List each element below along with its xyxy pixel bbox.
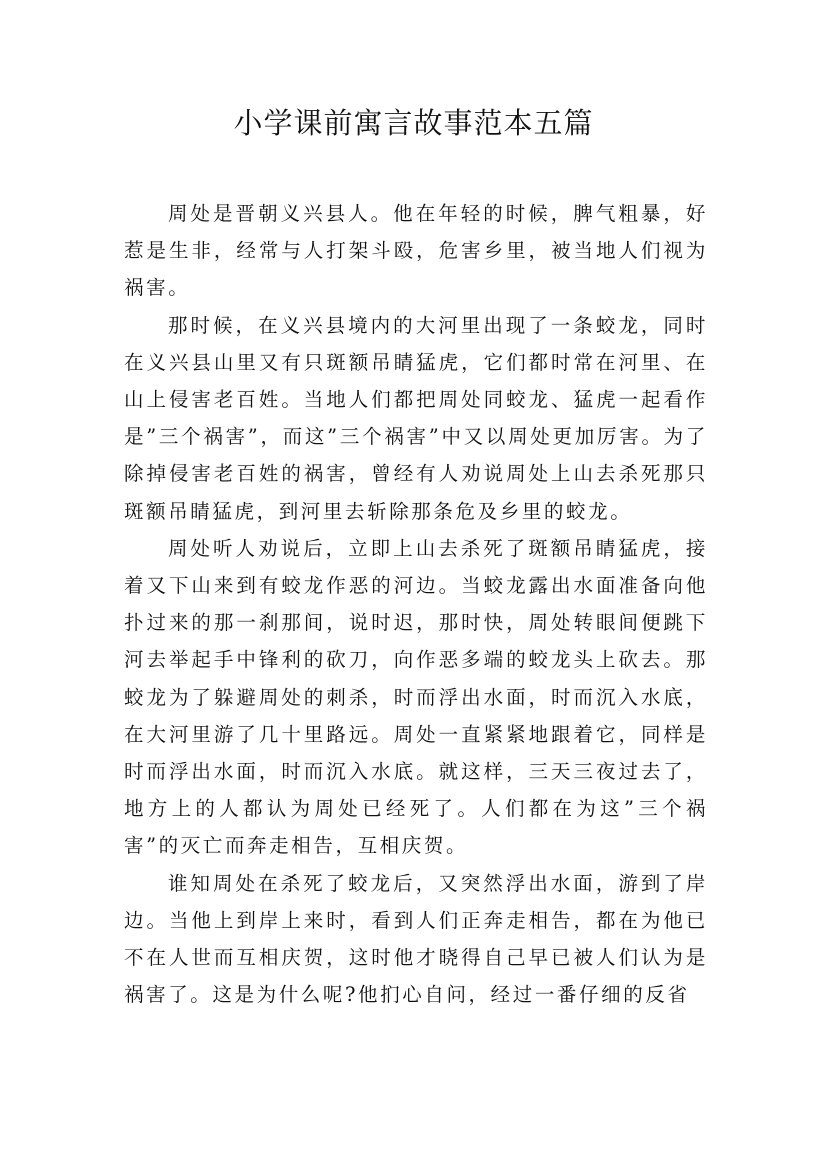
document-body (124, 195, 708, 1013)
document-title: 小学课前寓言故事范本五篇 (233, 106, 594, 140)
paragraph: 周处听人劝说后，立即上山去杀死了斑额吊睛猛虎，接着又下山来到有蛟龙作恶的河边。当蛟龙露出水面准备向他扑过来的那一刹那间，说时迟，那时快，周处转眼间便跳下河去举起手中锋利的砍刀，向作恶多端的蛟龙头上砍去。那蛟龙为了躲避周处的刺杀，时而浮出水面，时而沉入水底，在大河里游了几十里路远。周处一直紧紧地跟着它，同样是时而浮出水面，时而沉入水底。就这样，三天三夜过去了，地方上的人都认为周处已经死了。人们都在为这”三个祸害”的灭亡而奔走相告，互相庆贺。 (124, 536, 708, 858)
paragraph: 周处是晋朝义兴县人。他在年轻的时候，脾气粗暴，好惹是生非，经常与人打架斗殴，危害乡里，被当地人们视为祸害。 (124, 202, 708, 300)
paragraph: 那时候，在义兴县境内的大河里出现了一条蛟龙，同时在义兴县山里又有只斑额吊睛猛虎，它们都时常在河里、在山上侵害老百姓。当地人们都把周处同蛟龙、猛虎一起看作是”三个祸害”，而这”三个祸害”中又以周处更加厉害。为了除掉侵害老百姓的祸害，曾经有人劝说周处上山去杀死那只斑额吊睛猛虎，到河里去斩除那条危及乡里的蛟龙。 (124, 313, 708, 523)
paragraph: 谁知周处在杀死了蛟龙后，又突然浮出水面，游到了岸边。当他上到岸上来时，看到人们正奔走相告，都在为他已不在人世而互相庆贺，这时他才晓得自己早已被人们认为是祸害了。这是为什么呢?他扪心自问，经过一番仔细的反省 (124, 871, 708, 1007)
